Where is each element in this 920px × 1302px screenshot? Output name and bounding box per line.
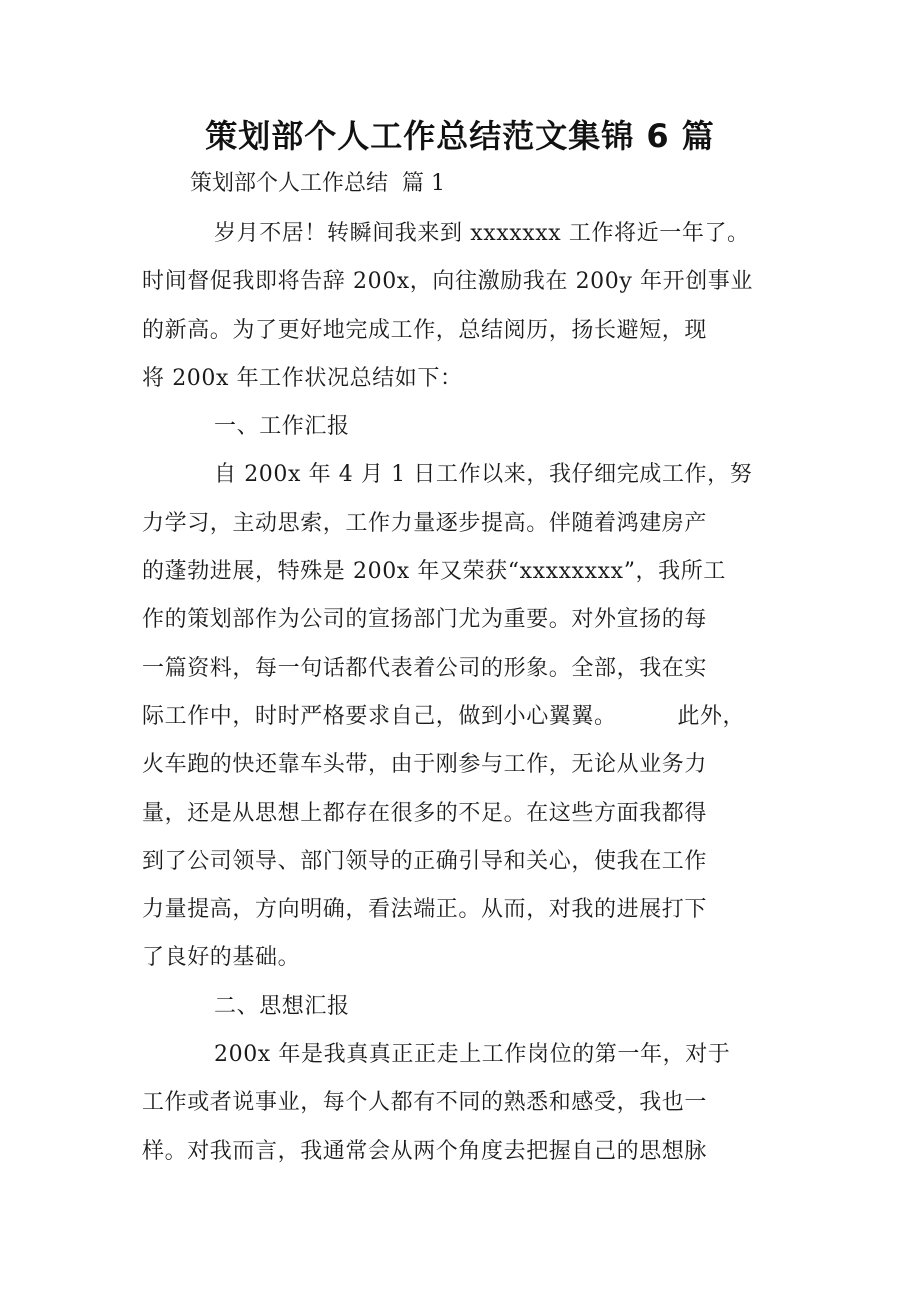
paragraph-line: 力学习，主动思索，工作力量逐步提高。伴随着鸿建房产 — [142, 510, 708, 536]
paragraph-line: 作的策划部作为公司的宣扬部门尤为重要。对外宣扬的每 — [142, 607, 708, 633]
paragraph-line: 200x 年是我真真正正走上工作岗位的第一年，对于 — [214, 1042, 731, 1068]
section-subtitle: 策划部个人工作总结 篇 1 — [190, 171, 445, 196]
paragraph-line: 际工作中，时时严格要求自己，做到小心翼翼。 此外， — [142, 703, 746, 729]
paragraph-line: 力量提高，方向明确，看法端正。从而，对我的进展打下 — [142, 897, 708, 923]
paragraph-line: 了良好的基础。 — [142, 945, 301, 971]
section-heading: 二、思想汇报 — [214, 993, 350, 1019]
paragraph-line: 工作或者说事业，每个人都有不同的熟悉和感受，我也一 — [142, 1090, 708, 1116]
paragraph-line: 将 200x 年工作状况总结如下： — [142, 365, 463, 391]
document-title: 策划部个人工作总结范文集锦 6 篇 — [205, 117, 715, 155]
paragraph-line: 样。对我而言，我通常会从两个角度去把握自己的思想脉 — [142, 1138, 708, 1164]
paragraph-line: 到了公司领导、部门领导的正确引导和关心，使我在工作 — [142, 848, 708, 874]
section-heading: 一、工作汇报 — [214, 414, 350, 440]
paragraph-line: 时间督促我即将告辞 200x，向往激励我在 200y 年开创事业 — [142, 269, 753, 295]
paragraph-line: 的新高。为了更好地完成工作，总结阅历，扬长避短，现 — [142, 317, 708, 343]
paragraph-line: 岁月不居！转瞬间我来到 xxxxxxx 工作将近一年了。 — [214, 221, 750, 246]
paragraph-line: 自 200x 年 4 月 1 日工作以来，我仔细完成工作，努 — [214, 462, 753, 488]
paragraph-line: 火车跑的快还靠车头带，由于刚参与工作，无论从业务力 — [142, 752, 708, 778]
body-text — [142, 210, 802, 1176]
paragraph-line: 一篇资料，每一句话都代表着公司的形象。全部，我在实 — [142, 655, 708, 681]
paragraph-line: 的蓬勃进展，特殊是 200x 年又荣获“xxxxxxxx”，我所工 — [142, 559, 726, 585]
paragraph-line: 量，还是从思想上都存在很多的不足。在这些方面我都得 — [142, 800, 708, 826]
